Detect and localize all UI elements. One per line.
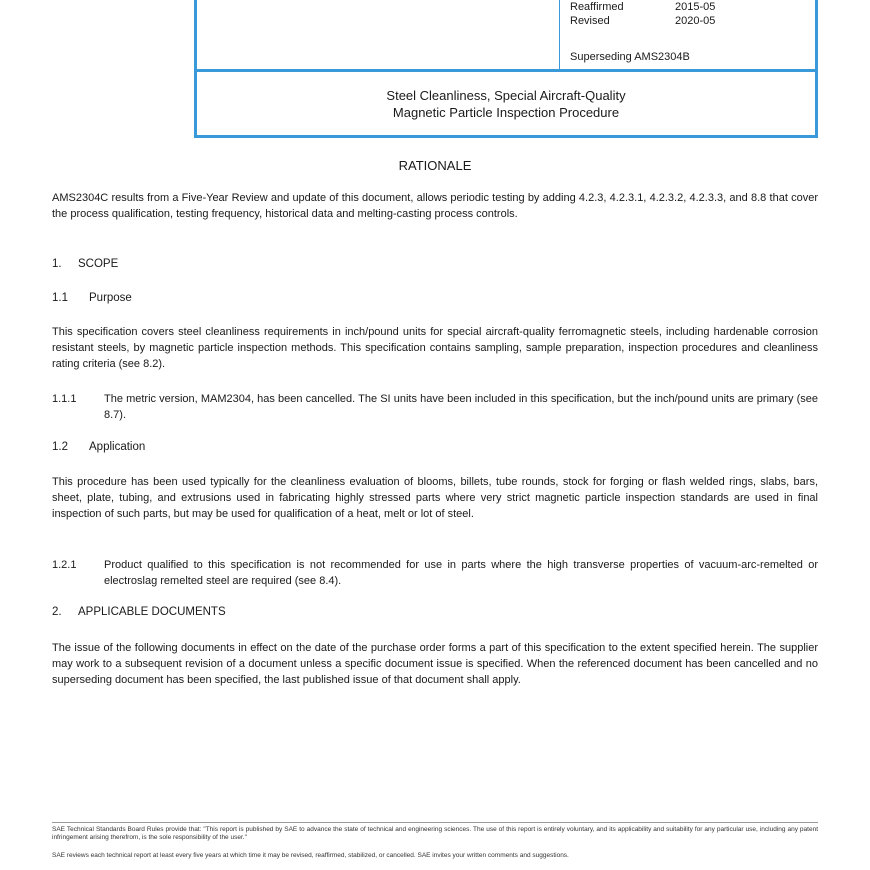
header-top-panel (197, 0, 815, 72)
section-1-1-1-number: 1.1.1 (52, 393, 77, 405)
document-header-box (194, 0, 818, 138)
rationale-text: AMS2304C results from a Five-Year Review and update of this document, allows periodic testing by adding 4.2.3, 4.2.3.1, 4.2.3.2, 4.2.3.3, and 8.8 that cover the process qualification, testing frequency, historical data and melting-casting process controls. (52, 192, 818, 220)
reaffirmed-label: Reaffirmed (570, 1, 624, 13)
footer-review-note: SAE reviews each technical report at least every five years at which time it may be revised, reaffirmed, stabilized, or cancelled. SAE invites your written comments and suggestions. (52, 852, 569, 859)
section-2-heading (52, 606, 226, 618)
section-1-1-title: Purpose (89, 292, 132, 304)
section-1-2-heading (52, 441, 145, 453)
footer-disclaimer: SAE Technical Standards Board Rules provide that: "This report is published by SAE to advance the state of technical and engineering sciences. The use of this report is entirely voluntary, and its applicability and suitability for any particular use, including any patent infringement arising therefrom, is the sole responsibility of the user." (52, 826, 818, 841)
section-2-title: APPLICABLE DOCUMENTS (78, 606, 226, 618)
section-2-number: 2. (52, 606, 62, 618)
section-1-2-1-number: 1.2.1 (52, 559, 77, 571)
title-line-2: Magnetic Particle Inspection Procedure (392, 105, 620, 120)
reaffirmed-date: 2015-05 (675, 1, 716, 13)
reaffirmed-row (570, 1, 716, 13)
superseding-note: Superseding AMS2304B (570, 51, 690, 63)
footer-divider (52, 822, 818, 823)
revised-date: 2020-05 (675, 15, 716, 27)
rationale-heading: RATIONALE (398, 158, 472, 173)
document-title (197, 87, 815, 121)
section-1-heading (52, 258, 118, 270)
section-1-2-title: Application (89, 441, 146, 453)
revised-label: Revised (570, 15, 610, 27)
purpose-text: This specification covers steel cleanliness requirements in inch/pound units for special aircraft-quality ferromagnetic steels, including hardenable corrosion resistant steels, by magnetic particle inspection methods. This specification contains sampling, sample preparation, inspection procedures and cleanliness rating criteria (see 8.2). (52, 326, 818, 370)
section-1-1-heading (52, 292, 132, 304)
section-1-number: 1. (52, 258, 62, 270)
section-1-2-number: 1.2 (52, 441, 68, 453)
section-1-title: SCOPE (78, 258, 119, 270)
title-line-1: Steel Cleanliness, Special Aircraft-Quality (386, 88, 626, 103)
section-1-2-1 (52, 557, 818, 589)
section-1-1-number: 1.1 (52, 292, 68, 304)
section-1-1-1 (52, 391, 818, 423)
application-text: This procedure has been used typically for the cleanliness evaluation of blooms, billets, tube rounds, stock for forging or flash welded rings, slabs, bars, sheet, plate, tubing, and extrusions used in fabricating highly stressed parts where very strict magnetic particle inspection standards are used in final inspection of such parts, but may be used for qualification of a heat, melt or lot of steel. (52, 476, 818, 520)
section-1-2-1-text: Product qualified to this specification is not recommended for use in parts where the high transverse properties of vacuum-arc-remelted or electroslag remelted steel are required (see 8.4). (104, 559, 818, 587)
applicable-documents-text: The issue of the following documents in effect on the date of the purchase order forms a part of this specification to the extent specified herein. The supplier may work to a subsequent revision of a document unless a specific document issue is specified. When the referenced document has been cancelled and no superseding document has been specified, the last published issue of that document shall apply. (52, 642, 818, 686)
revised-row (570, 15, 716, 27)
section-1-1-1-text: The metric version, MAM2304, has been cancelled. The SI units have been included in this specification, but the inch/pound units are primary (see 8.7). (104, 393, 818, 421)
header-divider (559, 0, 560, 72)
